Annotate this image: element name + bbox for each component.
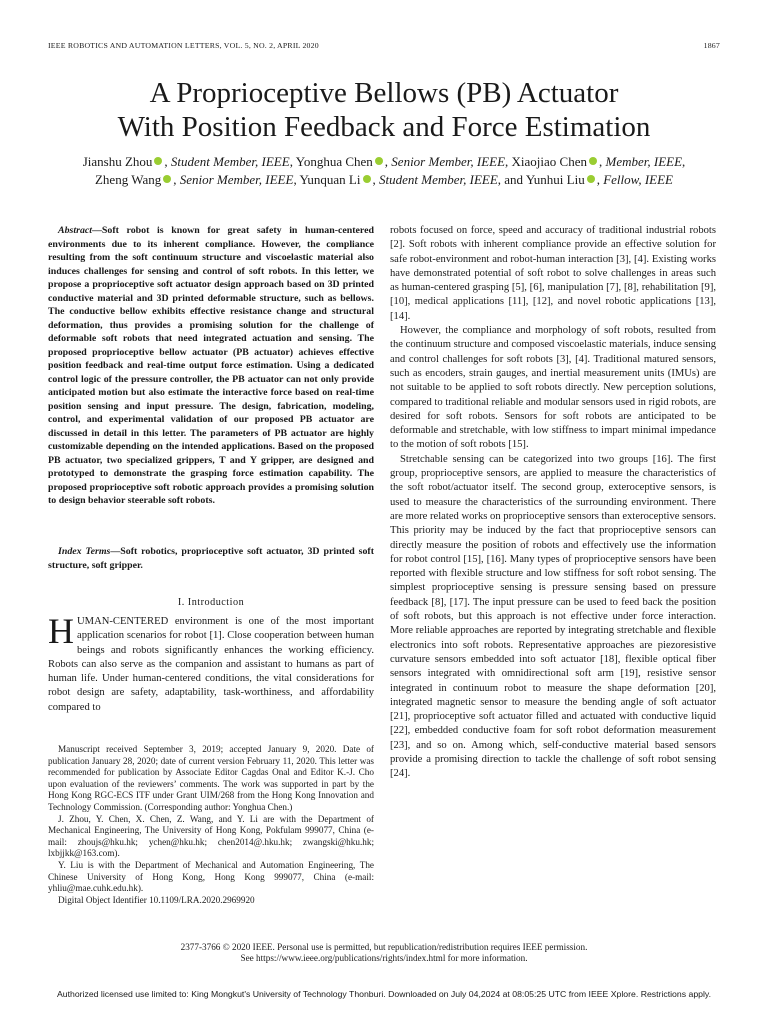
title-line-1: A Proprioceptive Bellows (PB) Actuator xyxy=(149,77,619,109)
orcid-icon[interactable] xyxy=(154,157,162,165)
author-role: Senior Member, IEEE xyxy=(179,172,294,187)
author-name: Yonghua Chen xyxy=(295,154,373,169)
index-terms-label: Index Terms xyxy=(58,546,111,557)
doi: Digital Object Identifier 10.1109/LRA.2020.2969920 xyxy=(58,894,255,905)
journal-header: IEEE ROBOTICS AND AUTOMATION LETTERS, VOL. 5, NO. 2, APRIL 2020 xyxy=(48,41,319,50)
index-terms xyxy=(48,545,374,572)
author-name: Yunhui Liu xyxy=(525,172,585,187)
index-terms-text: —Soft robotics, proprioceptive soft actuator, 3D printed soft structure, soft gripper. xyxy=(48,546,375,571)
intro-text: UMAN-CENTERED environment is one of the most important application scenarios for robot [1]. Close cooperation between human beings and robots significantly enhances the working efficiency. Robots can also serve as the companion and assistant to humans as part of human life. Under human-centered conditions, the vital considerations for robot design are safety, adaptability, task-worthiness, and affordability compared to xyxy=(48,616,374,713)
orcid-icon[interactable] xyxy=(363,175,371,183)
footnotes xyxy=(48,744,374,906)
right-column xyxy=(390,224,716,782)
author-name: Jianshu Zhou xyxy=(82,154,153,169)
paragraph: However, the compliance and morphology of soft robots, resulted from the continuum structure and composed viscoelastic materials, induce sensing and control challenges for soft robots [3], [4]. Traditional matured sensors, such as encoders, strain gauges, and inertial measurement units (IMUs) are not suitable to be applied to soft robots directly. New perception solutions, compared to traditional reliable and modular sensors used in rigid robots, are desired for soft robots. Sensors for soft robots are anticipated to be deformable and stretchable, with low stiffness to impart minimal impedance to the motion of soft robots [15]. xyxy=(390,325,716,451)
abstract-label: Abstract xyxy=(58,225,93,236)
paper-title xyxy=(0,76,768,144)
page-number: 1867 xyxy=(703,41,720,50)
author-name: Xiaojiao Chen xyxy=(511,154,587,169)
introduction-paragraph xyxy=(48,611,374,715)
copyright-line-2: See https://www.ieee.org/publications/rights/index.html for more information. xyxy=(240,953,528,963)
section-heading: I. Introduction xyxy=(177,597,245,608)
copyright-notice xyxy=(0,942,768,964)
author-name: Zheng Wang xyxy=(94,172,162,187)
abstract xyxy=(48,224,374,508)
orcid-icon[interactable] xyxy=(587,175,595,183)
authorized-use-notice: Authorized licensed use limited to: King Mongkut's University of Technology Thonburi. Downloaded on July 04,2024 at 08:05:25 UTC from IEEE Xplore. Restrictions apply. xyxy=(56,989,712,999)
title-line-2: With Position Feedback and Force Estimation xyxy=(117,111,651,143)
author-role: Senior Member, IEEE xyxy=(391,154,506,169)
paragraph: robots focused on force, speed and accuracy of traditional industrial robots [2]. Soft robots with inherent compliance provide an effective solution for safe robot-environment and robot-human interaction [3], [4]. Existing works have demonstrated potential of soft robot to solve challenges in areas such as human-centered grasping [5], [6], manipulation [7], [8], rehabilitation [9], [10], medical applications [11], [12], and novel robotic applications [13], [14]. xyxy=(390,225,716,322)
author-role: Fellow, IEEE xyxy=(603,172,673,187)
footnote-affiliation-1: J. Zhou, Y. Chen, X. Chen, Z. Wang, and Y. Li are with the Department of Mechanical Engineering, The University of Hong Kong, Pokfulam 999077, China (e-mail: zhoujs@hku.hk; ychen@hku.hk; chen2014@.hku.hk; zwangski@hku.hk; lxbjjkk@163.com). xyxy=(48,813,374,859)
author-list: Jianshu Zhou , Student Member, IEEE, Yonghua Chen , Senior Member, IEEE, Xiaojiao Chen , Member, IEEE, Zheng Wang , Senior Member, IEEE, Yunquan Li , Student Member, IEEE, and Yunhui Liu , Fellow, IEEE xyxy=(82,154,686,187)
copyright-line-1: 2377-3766 © 2020 IEEE. Personal use is permitted, but republication/redistribution requires IEEE permission. xyxy=(180,942,588,952)
author-role: Student Member, IEEE xyxy=(379,172,498,187)
author-role: Member, IEEE xyxy=(605,154,683,169)
author-role: Student Member, IEEE xyxy=(170,154,290,169)
footnote-affiliation-2: Y. Liu is with the Department of Mechanical and Automation Engineering, The Chinese University of Hong Kong, Hong Kong 999077, China (e-mail: yhliu@mae.cuhk.edu.hk). xyxy=(48,859,374,894)
dropcap: H xyxy=(48,611,74,651)
footnote-received: Manuscript received September 3, 2019; accepted January 9, 2020. Date of publication January 28, 2020; date of current version February 11, 2020. This letter was recommended for publication by Associate Editor Cagdas Onal and Editor K.-J. Cho upon evaluation of the reviewers’ comments. The work was supported in part by the Hong Kong RGC-ECS ITF under Grant UIM/268 from the Hong Kong Innovation and Technology Commission. (Corresponding author: Yonghua Chen.) xyxy=(48,744,374,812)
orcid-icon[interactable] xyxy=(589,157,597,165)
orcid-icon[interactable] xyxy=(163,175,171,183)
author-name: Yunquan Li xyxy=(299,172,361,187)
orcid-icon[interactable] xyxy=(375,157,383,165)
abstract-text: —Soft robot is known for great safety in human-centered environments due to its inherent compliance. However, the compliance resulting from the soft continuum structure and viscoelastic material also induces challenges for sensing and control of soft robots. In this letter, we propose a proprioceptive soft actuator design approach based on 3D printed conductive material and 3D printed deformable structure, such as bellows. The conductive bellow exhibits effective resistance change and structural deformation, thus provides a promising solution for the challenge of deformable soft robots that need integrated actuation and sensing. The proposed proprioceptive bellow actuator (PB actuator) achieves effective position feedback and real-time output force estimation. Using a dedicated control logic of the pressure controller, the PB actuator can not only provide anticipated motion but also estimate the interactive force based on real-time position sensing and input pressure. The design, fabrication, modeling, control, and experimental validation of our proposed PB actuator are discussed in detail in this letter. The parameters of PB actuator are highly customizable depending on the intended applications. Based on the proposed PB actuator, two specialized grippers, T and Y gripper, are designed and prototyped to demonstrate the grasping force estimation capability. The proposed proprioceptive soft robotic approach provides a promising solution to design behavior steerable soft robots. xyxy=(48,225,374,506)
paragraph: Stretchable sensing can be categorized into two groups [16]. The first group, proprioceptive sensors, are applied to measure the characteristics of the soft robot/actuator itself. The second group, exteroceptive sensors, is used to measure the characteristics of the surrounding environment. There are more related works on proprioceptive sensors than exteroceptive sensors. This priority may be induced by the fact that proprioceptive sensors can directly measure the position of robots and effectively use the information for robot control [15], [16]. Many types of proprioceptive sensors have been reported with flexible structure and low stiffness for soft robot sensing. The simplest proprioceptive sensing is pressure sensing based on pressure feedback [8], [17]. The input pressure can be used to feed back the position of soft robots, but this approach is not effective under force interaction. More reliable approaches are reported by integrating stretchable and flexible electronics into soft robots. Representative approaches are piezoresistive curvature sensors embedded into soft actuator [18], flexible optical fiber sensors integrated with omnidirectional soft arm [19], resistive sensor integrated in continuum robot to measure the shape deformation [20], integrated magnetic sensor to measure the bending angle of soft actuator [21], proprioceptive soft actuator filled and actuated with conductive liquid [22], embedded conductive foam for soft robot deformation measurement [23], and so on. Among which, self-conductive material based sensors provide a promising direction to tackle the challenge of soft robot sensing [24]. xyxy=(390,453,716,780)
